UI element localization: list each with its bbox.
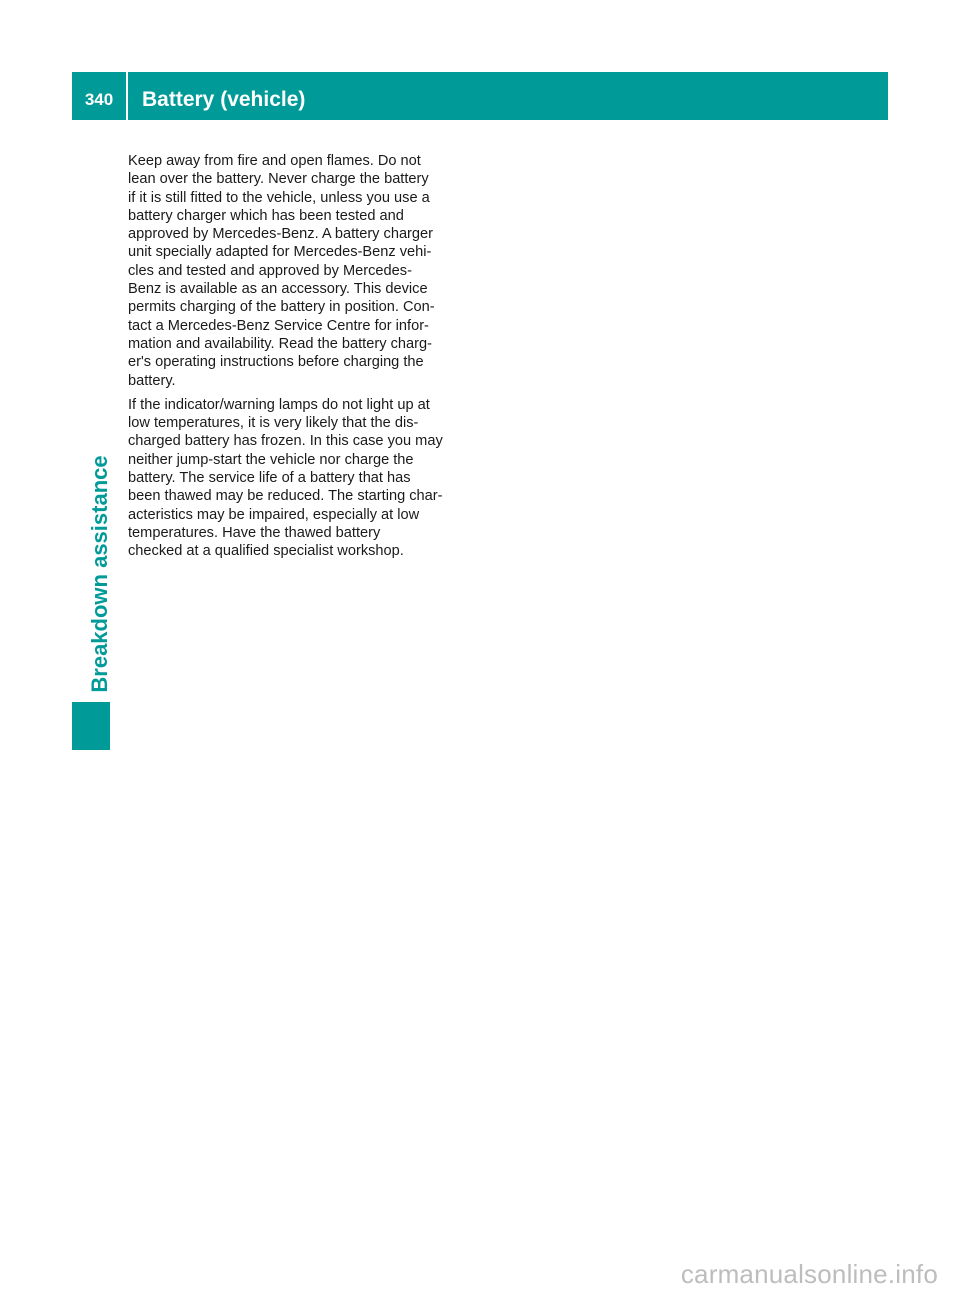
text-line: battery charger which has been tested and (128, 207, 404, 224)
text-line: acteristics may be impaired, especially at low (128, 506, 420, 523)
header-bar (72, 72, 888, 120)
text-line: neither jump-start the vehicle nor charge the (128, 451, 414, 468)
text-line: Benz is available as an accessory. This device (128, 281, 428, 298)
text-line: checked at a qualified specialist workshop. (128, 543, 404, 560)
footer-watermark: carmanualsonline.info (680, 1259, 938, 1289)
paragraph-frozen-battery (128, 396, 464, 561)
text-line: unit specially adapted for Mercedes-Benz vehi- (128, 244, 432, 261)
text-line: er's operating instructions before charging the (128, 354, 424, 371)
text-line: low temperatures, it is very likely that the dis- (128, 415, 419, 432)
text-line: tact a Mercedes-Benz Service Centre for infor- (128, 317, 429, 334)
text-line: if it is still fitted to the vehicle, unless you use a (128, 189, 430, 206)
paragraph-charging-warning (128, 152, 464, 390)
text-line: been thawed may be reduced. The starting char- (128, 488, 443, 505)
page-number: 340 (84, 90, 114, 109)
text-line: mation and availability. Read the battery charg- (128, 335, 432, 352)
body-text (128, 152, 464, 567)
text-line: If the indicator/warning lamps do not light up at (128, 396, 430, 413)
text-line: lean over the battery. Never charge the battery (128, 171, 429, 188)
text-line: battery. (128, 372, 176, 389)
text-line: battery. The service life of a battery that has (128, 470, 411, 487)
text-line: permits charging of the battery in position. Con- (128, 299, 435, 316)
text-line: cles and tested and approved by Mercedes- (128, 262, 412, 279)
text-line: Keep away from fire and open flames. Do not (128, 153, 421, 169)
side-tab-block (72, 702, 110, 750)
section-title: Battery (vehicle) (142, 88, 306, 111)
text-line: charged battery has frozen. In this case you may (128, 433, 443, 450)
text-line: temperatures. Have the thawed battery (128, 524, 381, 541)
header-divider (126, 72, 128, 120)
side-tab-label: Breakdown assistance (87, 455, 112, 693)
text-line: approved by Mercedes-Benz. A battery charger (128, 226, 434, 243)
